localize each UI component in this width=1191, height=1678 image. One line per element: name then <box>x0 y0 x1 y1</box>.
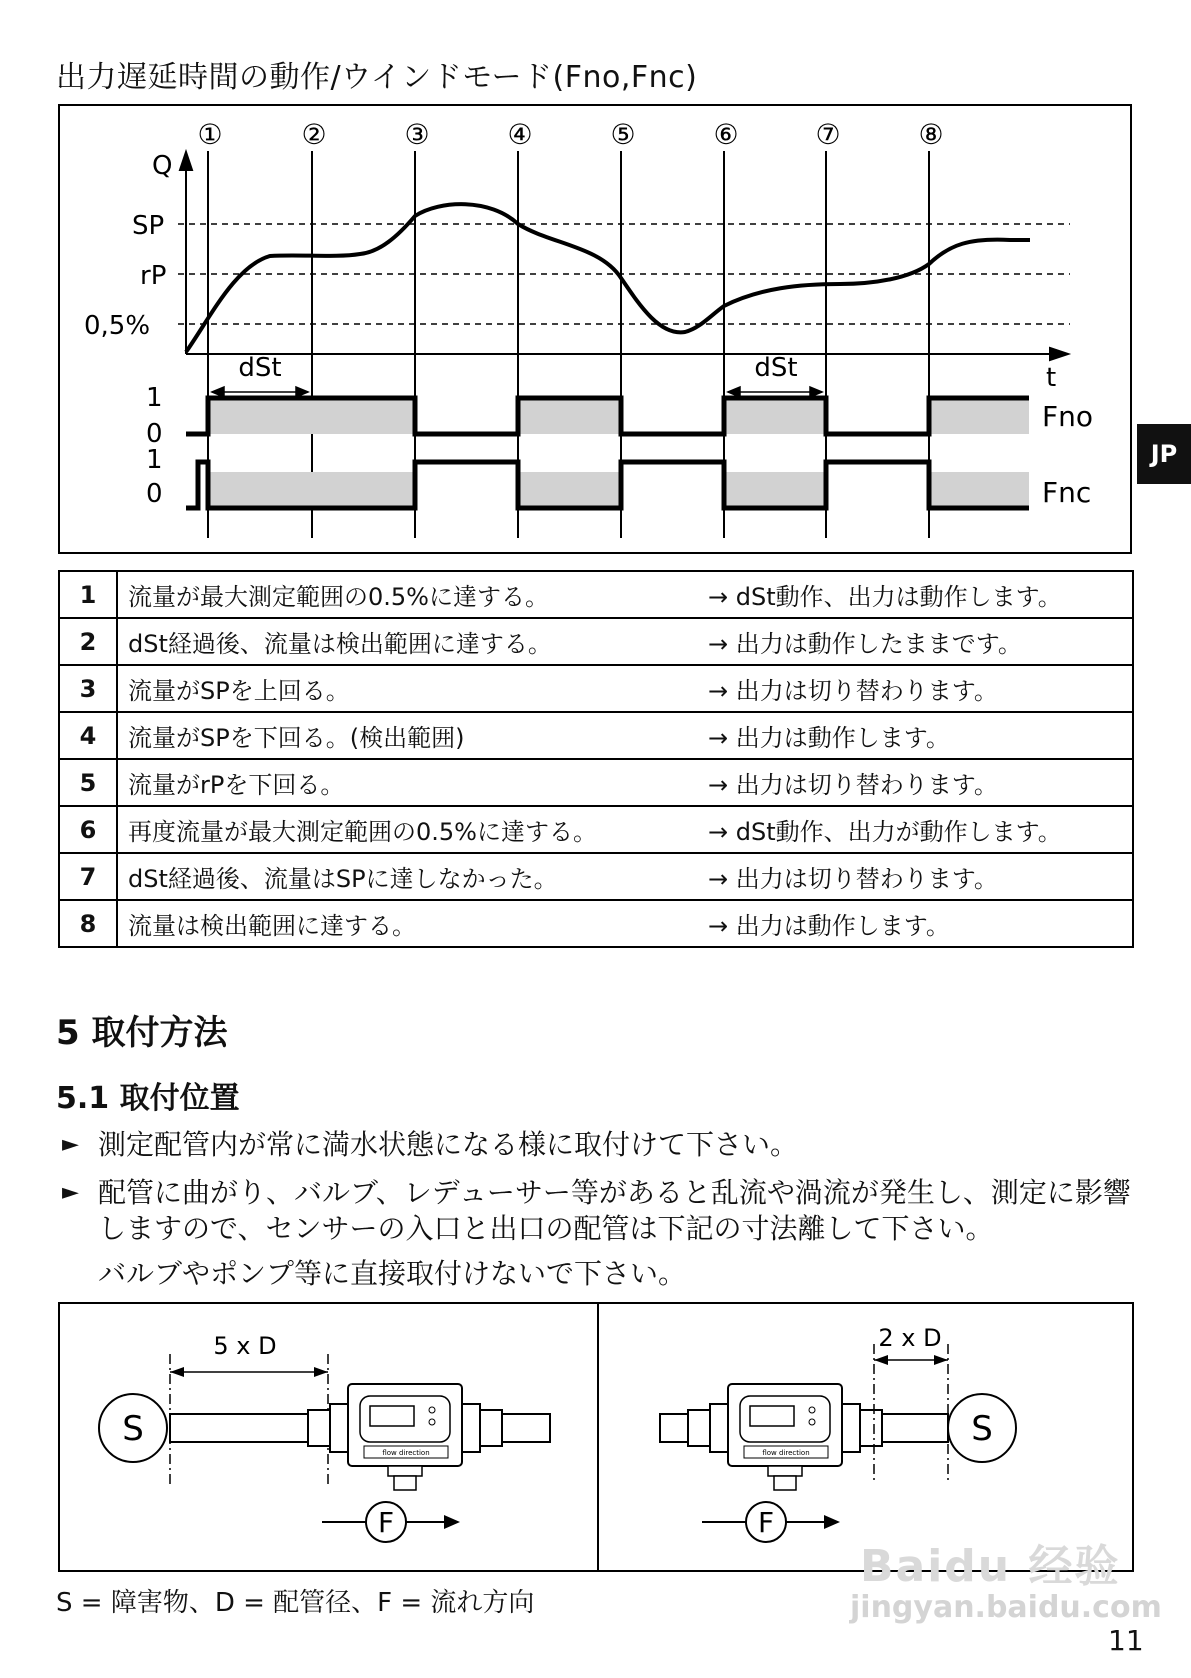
left-distance-label: 5 x D <box>213 1332 277 1360</box>
marker-7: ⑦ <box>815 118 841 151</box>
step-result: → dSt動作、出力が動作します。 <box>698 806 1133 853</box>
marker-8: ⑧ <box>918 118 944 151</box>
fno-signal <box>186 398 1029 434</box>
marker-3: ③ <box>404 118 430 151</box>
right-distance-label: 2 x D <box>878 1324 942 1352</box>
page-title: 出力遅延時間の動作/ウインドモード(Fno,Fnc) <box>56 60 698 95</box>
step-result: → dSt動作、出力は動作します。 <box>698 571 1133 618</box>
x-axis-label: t <box>1046 363 1057 393</box>
watermark-brand: Baidu 经验 <box>860 1541 1121 1592</box>
step-description: 流量は検出範囲に達する。 <box>117 900 698 947</box>
marker-5: ⑤ <box>610 118 636 151</box>
bullet-arrow-icon: ► <box>62 1132 79 1157</box>
left-device-label: flow direction <box>382 1449 430 1457</box>
fnc-high-label: 1 <box>146 445 163 475</box>
table-row <box>59 759 1133 806</box>
step-description: dSt経過後、流量はSPに達しなかった。 <box>117 853 698 900</box>
step-result: → 出力は切り替わります。 <box>698 759 1133 806</box>
y-axis-label: Q <box>152 151 173 181</box>
step-number: 2 <box>59 618 117 665</box>
steps-table <box>58 570 1134 948</box>
step-description: 流量がSPを上回る。 <box>117 665 698 712</box>
fnc-label: Fnc <box>1042 476 1092 509</box>
subsection-heading: 5.1 取付位置 <box>56 1081 240 1116</box>
section-heading: 5 取付方法 <box>56 1013 228 1053</box>
flow-arrow-icon <box>824 1515 840 1529</box>
step-number: 6 <box>59 806 117 853</box>
timing-diagram-svg <box>60 106 1130 552</box>
rp-label: rP <box>140 261 167 291</box>
step-result: → 出力は切り替わります。 <box>698 853 1133 900</box>
right-obstacle-label: S <box>971 1409 993 1449</box>
marker-2: ② <box>301 118 327 151</box>
step-description: 流量がSPを下回る。(検出範囲) <box>117 712 698 759</box>
page-number: 11 <box>1108 1624 1144 1657</box>
step-number: 5 <box>59 759 117 806</box>
marker-6: ⑥ <box>713 118 739 151</box>
step-description: 流量がrPを下回る。 <box>117 759 698 806</box>
table-row <box>59 571 1133 618</box>
fno-low-label: 0 <box>146 419 163 449</box>
fno-label: Fno <box>1042 400 1093 433</box>
dst-label-2: dSt <box>754 353 798 383</box>
marker-1: ① <box>197 118 223 151</box>
right-mounting-example <box>660 1324 1016 1542</box>
left-obstacle-label: S <box>122 1409 144 1449</box>
table-row <box>59 665 1133 712</box>
table-row <box>59 712 1133 759</box>
marker-4: ④ <box>507 118 533 151</box>
step-description: 流量が最大測定範囲の0.5%に達する。 <box>117 571 698 618</box>
watermark-url: jingyan.baidu.com <box>850 1590 1162 1625</box>
bullet-text: 測定配管内が常に満水状態になる様に取付けて下さい。 <box>98 1128 799 1161</box>
legend-text: S = 障害物、D = 配管径、F = 流れ方向 <box>56 1588 535 1618</box>
right-device-label: flow direction <box>762 1449 810 1457</box>
bullet-text: バルブやポンプ等に直接取付けないで下さい。 <box>98 1257 687 1290</box>
fno-high-label: 1 <box>146 383 163 413</box>
step-description: 再度流量が最大測定範囲の0.5%に達する。 <box>117 806 698 853</box>
table-row <box>59 853 1133 900</box>
step-description: dSt経過後、流量は検出範囲に達する。 <box>117 618 698 665</box>
low-level-label: 0,5% <box>84 311 151 341</box>
step-number: 8 <box>59 900 117 947</box>
marker-labels <box>197 118 943 151</box>
step-result: → 出力は動作します。 <box>698 900 1133 947</box>
step-number: 3 <box>59 665 117 712</box>
step-number: 1 <box>59 571 117 618</box>
fnc-low-label: 0 <box>146 479 163 509</box>
language-tab: JP <box>1137 424 1191 484</box>
flow-arrow-icon <box>444 1515 460 1529</box>
bullet-item-1 <box>62 1127 1122 1163</box>
bullet-item-2 <box>62 1175 1131 1247</box>
left-mounting-example <box>99 1332 550 1542</box>
sp-label: SP <box>132 211 165 241</box>
bullet-item-3 <box>62 1256 1122 1292</box>
table-row <box>59 900 1133 947</box>
step-result: → 出力は切り替わります。 <box>698 665 1133 712</box>
table-row <box>59 618 1133 665</box>
step-result: → 出力は動作します。 <box>698 712 1133 759</box>
timing-diagram <box>58 104 1132 554</box>
step-number: 4 <box>59 712 117 759</box>
bullet-arrow-icon: ► <box>62 1180 79 1205</box>
step-number: 7 <box>59 853 117 900</box>
step-result: → 出力は動作したままです。 <box>698 618 1133 665</box>
table-row <box>59 806 1133 853</box>
bullet-text: 配管に曲がり、バルブ、レデューサー等があると乱流や渦流が発生し、測定に影響しますので、センサーの入口と出口の配管は下記の寸法離して下さい。 <box>98 1176 1131 1245</box>
dst-label-1: dSt <box>238 353 282 383</box>
left-flow-label: F <box>377 1506 395 1539</box>
right-flow-label: F <box>757 1506 775 1539</box>
